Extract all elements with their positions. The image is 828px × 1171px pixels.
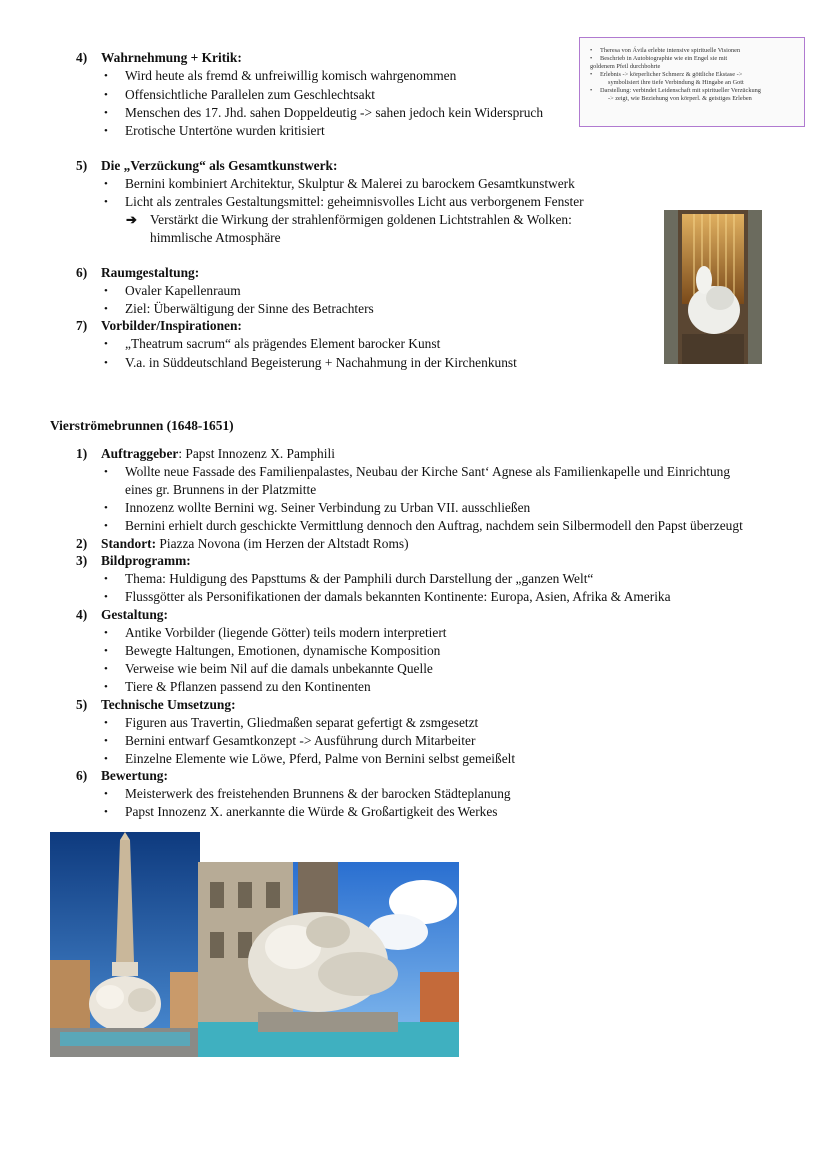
bullet-icon: •: [104, 717, 108, 729]
note-item: • Theresa von Ávila erlebte intensive spirituelle Visionen: [590, 47, 741, 54]
note-item: -> zeigt, wie Beziehung von körperl. & geistiges Erleben: [608, 95, 752, 102]
section-number: 5): [76, 158, 88, 173]
bullet-icon: •: [104, 806, 108, 818]
list-item: Bewegte Haltungen, Emotionen, dynamische Komposition: [125, 643, 441, 658]
section-heading: Bildprogramm:: [101, 553, 191, 568]
section-number: 5): [76, 697, 88, 712]
section-number: 4): [76, 50, 88, 65]
section-heading-line: [101, 535, 409, 553]
section-heading-rest: : Papst Innozenz X. Pamphili: [178, 446, 335, 461]
section-heading-rest: Piazza Novona (im Herzen der Altstadt Roms): [156, 536, 409, 551]
list-item: Bernini kombiniert Architektur, Skulptur & Malerei zu barockem Gesamtkunstwerk: [125, 176, 575, 191]
bullet-icon: •: [104, 125, 108, 137]
bullet-icon: •: [104, 681, 108, 693]
ecstasy-sculpture-graphic: [664, 210, 762, 364]
info-note-box: [579, 37, 805, 127]
bullet-icon: •: [104, 788, 108, 800]
list-item: Wird heute als fremd & unfreiwillig komisch wahrgenommen: [125, 68, 457, 83]
section-heading: Gestaltung:: [101, 607, 168, 622]
bullet-icon: •: [104, 89, 108, 101]
bullet-icon: •: [104, 573, 108, 585]
section-heading: Wahrnehmung + Kritik:: [101, 50, 242, 65]
bullet-icon: •: [104, 70, 108, 82]
section-heading: Raumgestaltung:: [101, 265, 200, 280]
list-item: eines gr. Brunnens in der Platzmitte: [125, 482, 317, 497]
list-item: Erotische Untertöne wurden kritisiert: [125, 123, 325, 138]
list-item: Figuren aus Travertin, Gliedmaßen separat gefertigt & zsmgesetzt: [125, 715, 479, 730]
bullet-icon: •: [104, 303, 108, 315]
bullet-icon: •: [104, 357, 108, 369]
section-number: 3): [76, 553, 88, 568]
note-item: • Erlebnis -> körperlicher Schmerz & göttliche Ekstase ->: [590, 71, 743, 78]
bullet-icon: •: [104, 196, 108, 208]
bullet-icon: •: [104, 107, 108, 119]
list-item: himmlische Atmosphäre: [150, 230, 281, 245]
arrow-right-icon: ➔: [126, 212, 137, 227]
list-item: Bernini entwarf Gesamtkonzept -> Ausführung durch Mitarbeiter: [125, 733, 476, 748]
bullet-icon: •: [104, 338, 108, 350]
list-item: Tiere & Pflanzen passend zu den Kontinenten: [125, 679, 371, 694]
bullet-icon: •: [104, 520, 108, 532]
list-item: Einzelne Elemente wie Löwe, Pferd, Palme von Bernini selbst gemeißelt: [125, 751, 516, 766]
list-item: Verstärkt die Wirkung der strahlenförmigen goldenen Lichtstrahlen & Wolken:: [150, 212, 572, 227]
section-number: 6): [76, 265, 88, 280]
list-item: Offensichtliche Parallelen zum Geschlechtsakt: [125, 87, 375, 102]
list-item: Ziel: Überwältigung der Sinne des Betrachters: [125, 301, 374, 316]
list-item: Wollte neue Fassade des Familienpalastes, Neubau der Kirche Sant‘ Agnese als Familienkapelle und Einrichtung: [125, 464, 731, 479]
section-heading: Auftraggeber: [101, 446, 179, 461]
note-item: symbolisiert ihre tiefe Verbindung & Hingabe an Gott: [608, 79, 744, 86]
ecstasy-sculpture-image: [664, 210, 762, 364]
note-item: • Darstellung: verbindet Leidenschaft mit spiritueller Verzückung: [590, 87, 761, 94]
section-number: 1): [76, 446, 88, 461]
list-item: Verweise wie beim Nil auf die damals unbekannte Quelle: [125, 661, 433, 676]
fountain-river-god-graphic: [198, 862, 459, 1057]
bullet-icon: •: [104, 627, 108, 639]
list-item: Flussgötter als Personifikationen der damals bekannten Kontinente: Europa, Asien, Afrika & Amerika: [125, 589, 671, 604]
section-heading: Vorbilder/Inspirationen:: [101, 318, 242, 333]
fountain-obelisk-image: [50, 832, 200, 1057]
bullet-icon: •: [104, 178, 108, 190]
bullet-icon: •: [104, 285, 108, 297]
section-heading: Die „Verzückung“ als Gesamtkunstwerk:: [101, 158, 338, 173]
section-heading: Standort:: [101, 536, 157, 551]
section-heading: Technische Umsetzung:: [101, 697, 236, 712]
bullet-icon: •: [104, 645, 108, 657]
section-heading: Bewertung:: [101, 768, 168, 783]
note-item: goldenem Pfeil durchbohrte: [590, 63, 661, 70]
list-item: Licht als zentrales Gestaltungsmittel: geheimnisvolles Licht aus verborgenem Fenster: [125, 194, 584, 209]
section-number: 6): [76, 768, 88, 783]
list-item: Papst Innozenz X. anerkannte die Würde & Großartigkeit des Werkes: [125, 804, 498, 819]
bullet-icon: •: [104, 502, 108, 514]
bullet-icon: •: [104, 753, 108, 765]
list-item: Innozenz wollte Bernini wg. Seiner Verbindung zu Urban VII. ausschließen: [125, 500, 531, 515]
bullet-icon: •: [104, 466, 108, 478]
note-item: • Beschrieb in Autobiographie wie ein Engel sie mit: [590, 55, 728, 62]
list-item: Menschen des 17. Jhd. sahen Doppeldeutig -> sahen jedoch kein Widerspruch: [125, 105, 544, 120]
section-number: 2): [76, 536, 88, 551]
section-number: 4): [76, 607, 88, 622]
list-item: Ovaler Kapellenraum: [125, 283, 241, 298]
list-item: Meisterwerk des freistehenden Brunnens & der barocken Städteplanung: [125, 786, 511, 801]
section-title: Vierströmebrunnen (1648-1651): [50, 418, 234, 433]
bullet-icon: •: [104, 735, 108, 747]
bullet-icon: •: [104, 591, 108, 603]
list-item: Antike Vorbilder (liegende Götter) teils modern interpretiert: [125, 625, 447, 640]
bullet-icon: •: [104, 663, 108, 675]
list-item: Bernini erhielt durch geschickte Vermittlung dennoch den Auftrag, nachdem sein Silbermodell den Papst überzeugt: [125, 518, 743, 533]
list-item: Thema: Huldigung des Papsttums & der Pamphili durch Darstellung der „ganzen Welt“: [125, 571, 594, 586]
fountain-river-god-image: [198, 862, 459, 1057]
section-heading-line: [101, 445, 335, 463]
section-number: 7): [76, 318, 88, 333]
list-item: V.a. in Süddeutschland Begeisterung + Nachahmung in der Kirchenkunst: [125, 355, 517, 370]
list-item: „Theatrum sacrum“ als prägendes Element barocker Kunst: [125, 336, 441, 351]
fountain-obelisk-graphic: [50, 832, 200, 1057]
